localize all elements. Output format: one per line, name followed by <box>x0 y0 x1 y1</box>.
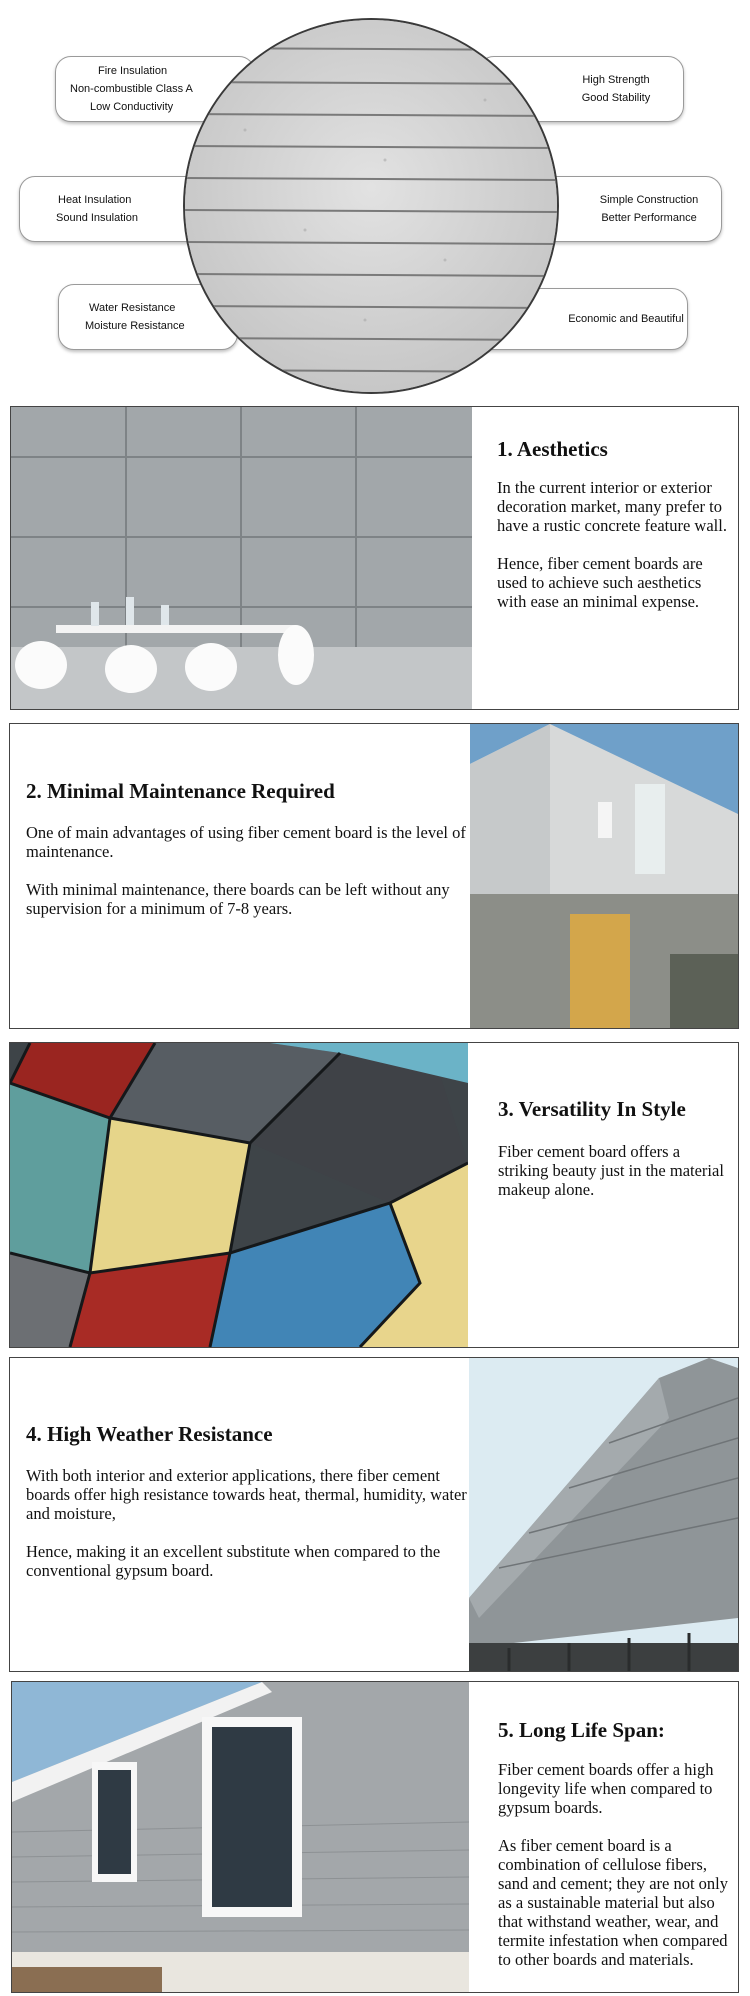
section-title: 4. High Weather Resistance <box>26 1422 273 1446</box>
section-title: 1. Aesthetics <box>497 437 608 461</box>
section-paragraph: With minimal maintenance, there boards can be left without any supervision for a minimum of 7-8 years. <box>26 880 450 918</box>
section-title: 3. Versatility In Style <box>498 1097 686 1121</box>
aesthetics-photo <box>11 407 472 709</box>
weather-text <box>26 1422 476 1580</box>
feature-heat-insulation <box>19 176 209 242</box>
feature-line: Low Conductivity <box>90 101 174 113</box>
feature-line: Economic and Beautiful <box>568 313 684 325</box>
section-long-life-span <box>11 1681 739 1993</box>
feature-line: Fire Insulation <box>98 65 168 77</box>
section-weather-resistance <box>9 1357 739 1672</box>
section-paragraph: Fiber cement board offers a striking beauty just in the material makeup alone. <box>498 1142 724 1199</box>
section-title: 2. Minimal Maintenance Required <box>26 779 335 803</box>
feature-line: Water Resistance <box>89 302 176 314</box>
feature-line: High Strength <box>582 74 650 86</box>
section-title: 5. Long Life Span: <box>498 1718 665 1742</box>
section-paragraph: With both interior and exterior applications, there fiber cement boards offer high resistance towards heat, thermal, humidity, water and moisture, <box>26 1466 467 1523</box>
versatility-text <box>498 1097 726 1199</box>
feature-line: Non-combustible Class A <box>70 83 193 95</box>
weather-photo <box>469 1358 738 1671</box>
feature-line: Good Stability <box>581 92 651 104</box>
long-life-photo <box>12 1682 469 1992</box>
section-paragraph: Fiber cement boards offer a high longevity life when compared to gypsum boards. <box>498 1760 714 1817</box>
maintenance-photo <box>470 724 738 1028</box>
section-versatility <box>9 1042 739 1348</box>
feature-line: Heat Insulation <box>58 194 132 206</box>
maintenance-text <box>26 779 466 918</box>
feature-line: Better Performance <box>601 212 697 224</box>
feature-line: Simple Construction <box>599 194 699 206</box>
section-maintenance <box>9 723 739 1029</box>
aesthetics-text <box>497 437 727 611</box>
section-paragraph: In the current interior or exterior decoration market, many prefer to have a rustic concrete feature wall. <box>497 478 727 535</box>
versatility-photo <box>10 1043 468 1347</box>
fiber-board-closeup-image <box>183 18 559 394</box>
section-paragraph: Hence, fiber cement boards are used to achieve such aesthetics with ease an minimal expense. <box>497 554 703 611</box>
long-life-text <box>498 1718 734 1969</box>
section-paragraph: As fiber cement board is a combination of cellulose fibers, sand and cement; they are not only as a sustainable material but also that withstand weather, wear, and termite infestation when compared to other boards and materials. <box>498 1836 729 1969</box>
section-paragraph: One of main advantages of using fiber cement board is the level of maintenance. <box>26 823 466 861</box>
feature-line: Moisture Resistance <box>85 320 185 332</box>
section-aesthetics <box>10 406 739 710</box>
section-paragraph: Hence, making it an excellent substitute when compared to the conventional gypsum board. <box>26 1542 441 1580</box>
feature-line: Sound Insulation <box>56 212 138 224</box>
features-diagram <box>0 0 750 395</box>
